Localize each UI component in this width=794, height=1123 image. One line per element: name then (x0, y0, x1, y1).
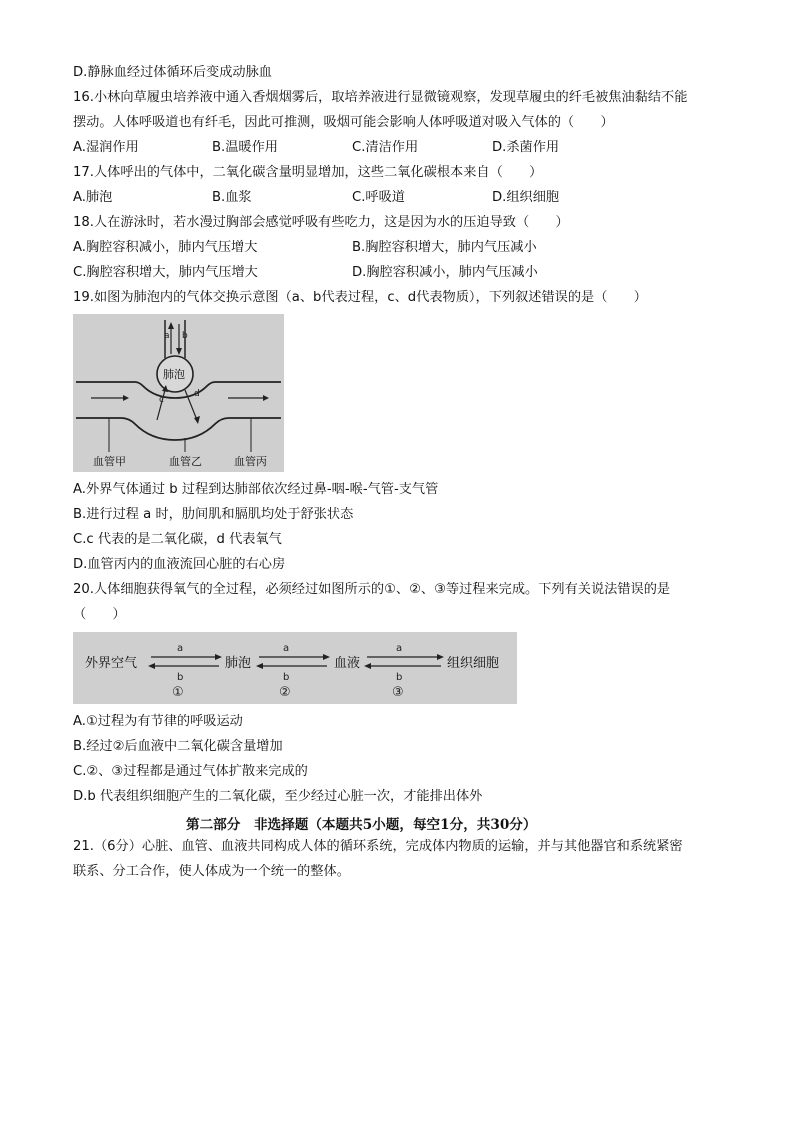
label-alveolus: 肺泡 (225, 656, 252, 671)
alveolus-diagram (73, 314, 284, 472)
q20-stem-line1: 20.人体细胞获得氧气的全过程，必须经过如图所示的①、②、③等过程来完成。下列有关说法错误的是 (73, 582, 671, 597)
label-vessel-bing: 血管丙 (234, 455, 267, 468)
seg2-label-b: b (283, 672, 290, 683)
q16-option-c: C.清洁作用 (352, 140, 419, 155)
q16-option-d: D.杀菌作用 (492, 140, 560, 155)
seg1-label-a: a (177, 643, 184, 654)
seg2-label-a: a (283, 643, 290, 654)
q17-stem: 17.人体呼出的气体中，二氧化碳含量明显增加，这些二氧化碳根本来自（ ） (73, 165, 543, 180)
q16-stem-line1: 16.小林向草履虫培养液中通入香烟烟雾后，取培养液进行显微镜观察，发现草履虫的纤毛被焦油黏结不能 (73, 90, 688, 105)
q20-option-c: C.②、③过程都是通过气体扩散来完成的 (73, 764, 308, 779)
q19-option-a: A.外界气体通过 b 过程到达肺部依次经过鼻-咽-喉-气管-支气管 (73, 482, 439, 497)
q20-option-d: D.b 代表组织细胞产生的二氧化碳，至少经过心脏一次，才能排出体外 (73, 789, 483, 804)
q19-option-c: C.c 代表的是二氧化碳，d 代表氧气 (73, 532, 282, 547)
seg1-number: ① (172, 685, 184, 700)
q19-option-d: D.血管丙内的血液流回心脏的右心房 (73, 557, 286, 572)
q21-stem-line2: 联系、分工合作，使人体成为一个统一的整体。 (73, 864, 350, 879)
q18-option-d: D.胸腔容积减小，肺内气压减小 (352, 265, 538, 280)
seg3-label-b: b (396, 672, 403, 683)
seg3-label-a: a (396, 643, 403, 654)
q19-option-b: B.进行过程 a 时，肋间肌和膈肌均处于舒张状态 (73, 507, 354, 522)
q18-option-b: B.胸腔容积增大，肺内气压减小 (352, 240, 537, 255)
label-c: c (159, 395, 164, 405)
label-vessel-jia: 血管甲 (93, 455, 126, 468)
q20-stem-line2: （ ） (73, 607, 126, 622)
q15-option-d: D.静脉血经过体循环后变成动脉血 (73, 65, 272, 80)
q21-stem-line1: 21.（6分）心脏、血管、血液共同构成人体的循环系统，完成体内物质的运输，并与其他器官和系统紧密 (73, 839, 683, 854)
q17-option-c: C.呼吸道 (352, 190, 405, 205)
q18-stem: 18.人在游泳时，若水漫过胸部会感觉呼吸有些吃力，这是因为水的压迫导致（ ） (73, 215, 569, 230)
q19-stem: 19.如图为肺泡内的气体交换示意图（a、b代表过程，c、d代表物质），下列叙述错误的是（ ） (73, 290, 647, 305)
q17-option-a: A.肺泡 (73, 190, 113, 205)
alveolus-exchange-figure (73, 314, 284, 472)
label-alveolus: 肺泡 (163, 368, 185, 381)
section-heading: 第二部分 非选择题（本题共5小题，每空1分，共30分） (186, 817, 537, 833)
respiration-process-figure (73, 632, 517, 704)
q16-stem-line2: 摆动。人体呼吸道也有纤毛，因此可推测，吸烟可能会影响人体呼吸道对吸入气体的（ ） (73, 115, 614, 130)
q16-option-a: A.湿润作用 (73, 140, 139, 155)
label-d: d (194, 389, 200, 399)
label-vessel-yi: 血管乙 (169, 455, 202, 468)
seg3-number: ③ (392, 685, 404, 700)
q16-option-b: B.温暖作用 (212, 140, 278, 155)
label-blood: 血液 (334, 656, 361, 671)
q20-option-b: B.经过②后血液中二氧化碳含量增加 (73, 739, 283, 754)
respiration-process-diagram (73, 632, 517, 704)
q20-option-a: A.①过程为有节律的呼吸运动 (73, 714, 243, 729)
q17-option-d: D.组织细胞 (492, 190, 560, 205)
label-tissue-cell: 组织细胞 (447, 656, 500, 671)
label-outside-air: 外界空气 (85, 656, 138, 671)
seg2-number: ② (279, 685, 291, 700)
seg1-label-b: b (177, 672, 184, 683)
label-b: b (182, 331, 188, 341)
q17-option-b: B.血浆 (212, 190, 252, 205)
q18-option-c: C.胸腔容积增大，肺内气压增大 (73, 265, 258, 280)
q18-option-a: A.胸腔容积减小，肺内气压增大 (73, 240, 258, 255)
label-a: a (164, 331, 170, 341)
